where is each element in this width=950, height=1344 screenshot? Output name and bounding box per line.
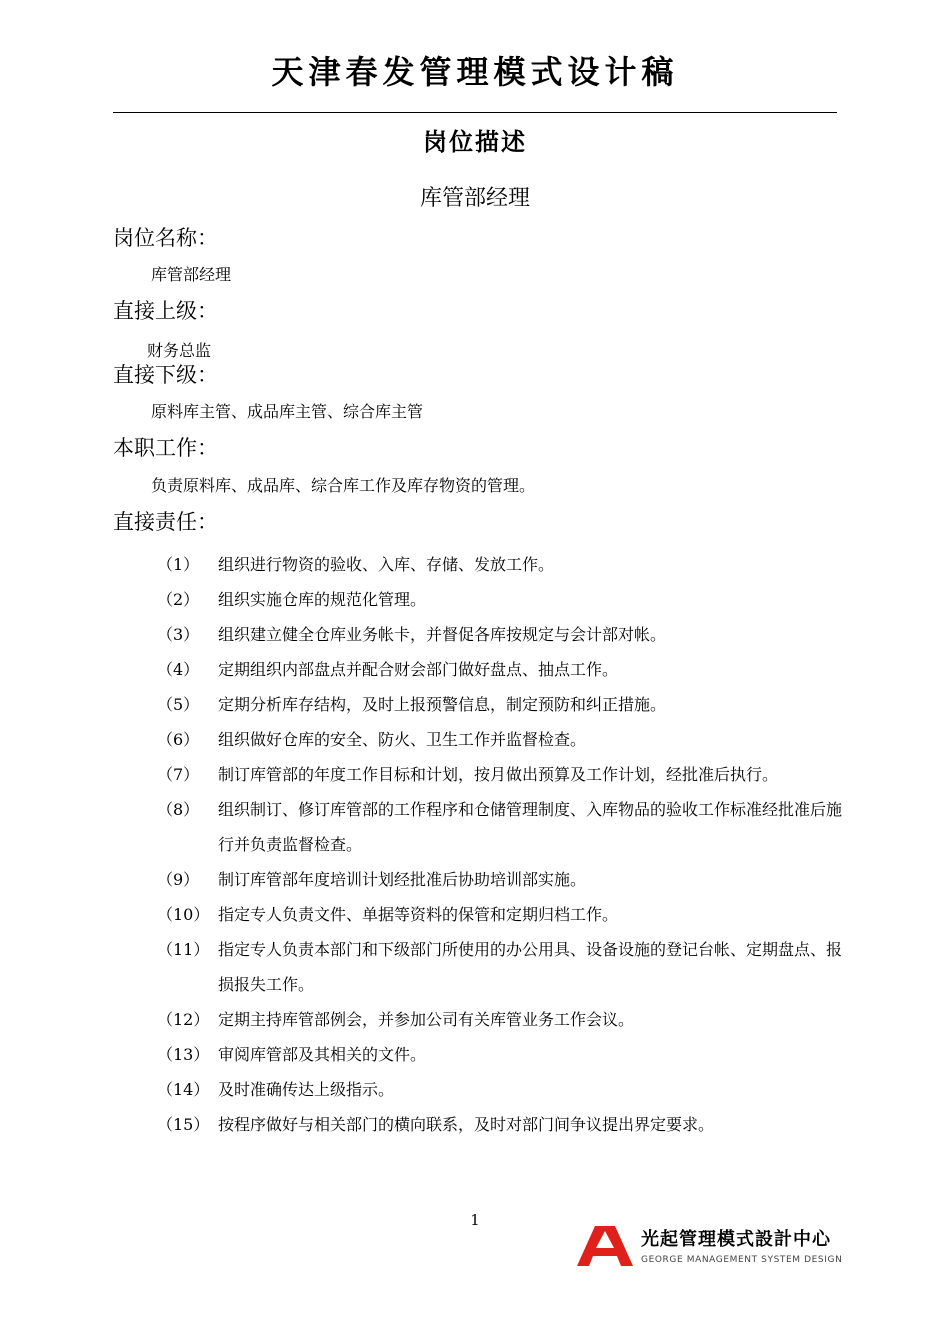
list-item xyxy=(157,652,847,687)
item-number: （14） xyxy=(157,1080,210,1099)
item-text: 制订库管部的年度工作目标和计划，按月做出预算及工作计划，经批准后执行。 xyxy=(218,765,779,784)
item-number: （10） xyxy=(157,905,210,924)
item-text: 组织实施仓库的规范化管理。 xyxy=(218,590,427,609)
list-item xyxy=(157,1107,847,1142)
item-number: （5） xyxy=(157,695,200,714)
item-text: 制订库管部年度培训计划经批准后协助培训部实施。 xyxy=(218,870,587,889)
item-text: 定期分析库存结构，及时上报预警信息，制定预防和纠正措施。 xyxy=(218,695,667,714)
direct-superior-value: 财务总监 xyxy=(147,341,212,360)
item-text: 组织进行物资的验收、入库、存储、发放工作。 xyxy=(218,555,555,574)
item-text: 按程序做好与相关部门的横向联系，及时对部门间争议提出界定要求。 xyxy=(218,1115,715,1134)
list-item xyxy=(157,687,847,722)
company-logo xyxy=(575,1225,845,1271)
item-number: （2） xyxy=(157,590,200,609)
item-text: 组织制订、修订库管部的工作程序和仓储管理制度、入库物品的验收工作标准经批准后施行并负责监督检查。 xyxy=(218,800,843,854)
list-item xyxy=(157,932,847,1002)
item-number: （6） xyxy=(157,730,200,749)
list-item xyxy=(157,617,847,652)
item-text: 审阅库管部及其相关的文件。 xyxy=(218,1045,427,1064)
main-duty-heading: 本职工作： xyxy=(113,436,218,460)
list-item xyxy=(157,897,847,932)
direct-subordinates-heading: 直接下级： xyxy=(113,363,218,387)
list-item xyxy=(157,757,847,792)
item-number: （9） xyxy=(157,870,200,889)
direct-responsibilities-heading: 直接责任： xyxy=(113,510,218,534)
responsibilities-list xyxy=(157,547,847,1142)
list-item xyxy=(157,862,847,897)
direct-superior-heading: 直接上级： xyxy=(113,299,218,323)
list-item xyxy=(157,1072,847,1107)
main-duty-value: 负责原料库、成品库、综合库工作及库存物资的管理。 xyxy=(151,476,536,495)
page-number: 1 xyxy=(470,1211,480,1229)
logo-company-subtitle: GEORGE MANAGEMENT SYSTEM DESIGN xyxy=(641,1255,843,1265)
list-item xyxy=(157,582,847,617)
position-name-heading: 岗位名称： xyxy=(113,226,218,250)
header-divider xyxy=(113,112,837,113)
list-item xyxy=(157,1002,847,1037)
logo-a-mark-icon xyxy=(575,1225,635,1267)
item-number: （12） xyxy=(157,1010,210,1029)
item-number: （13） xyxy=(157,1045,210,1064)
header-title: 天津春发管理模式设计稿 xyxy=(271,53,679,91)
list-item xyxy=(157,547,847,582)
item-number: （8） xyxy=(157,800,200,819)
list-item xyxy=(157,792,847,862)
item-text: 组织建立健全仓库业务帐卡，并督促各库按规定与会计部对帐。 xyxy=(218,625,667,644)
position-name-value: 库管部经理 xyxy=(151,265,232,284)
item-text: 指定专人负责本部门和下级部门所使用的办公用具、设备设施的登记台帐、定期盘点、报损报失工作。 xyxy=(218,940,843,994)
logo-company-name: 光起管理模式設計中心 xyxy=(641,1229,831,1250)
item-number: （3） xyxy=(157,625,200,644)
item-text: 组织做好仓库的安全、防火、卫生工作并监督检查。 xyxy=(218,730,587,749)
list-item xyxy=(157,722,847,757)
item-number: （15） xyxy=(157,1115,210,1134)
item-number: （1） xyxy=(157,555,200,574)
item-number: （11） xyxy=(157,940,210,959)
document-type-heading: 岗位描述 xyxy=(423,128,527,156)
item-text: 指定专人负责文件、单据等资料的保管和定期归档工作。 xyxy=(218,905,619,924)
position-title: 库管部经理 xyxy=(419,186,530,211)
list-item xyxy=(157,1037,847,1072)
item-text: 及时准确传达上级指示。 xyxy=(218,1080,395,1099)
item-number: （4） xyxy=(157,660,200,679)
item-number: （7） xyxy=(157,765,200,784)
item-text: 定期主持库管部例会，并参加公司有关库管业务工作会议。 xyxy=(218,1010,635,1029)
item-text: 定期组织内部盘点并配合财会部门做好盘点、抽点工作。 xyxy=(218,660,619,679)
direct-subordinates-value: 原料库主管、成品库主管、综合库主管 xyxy=(151,402,424,421)
